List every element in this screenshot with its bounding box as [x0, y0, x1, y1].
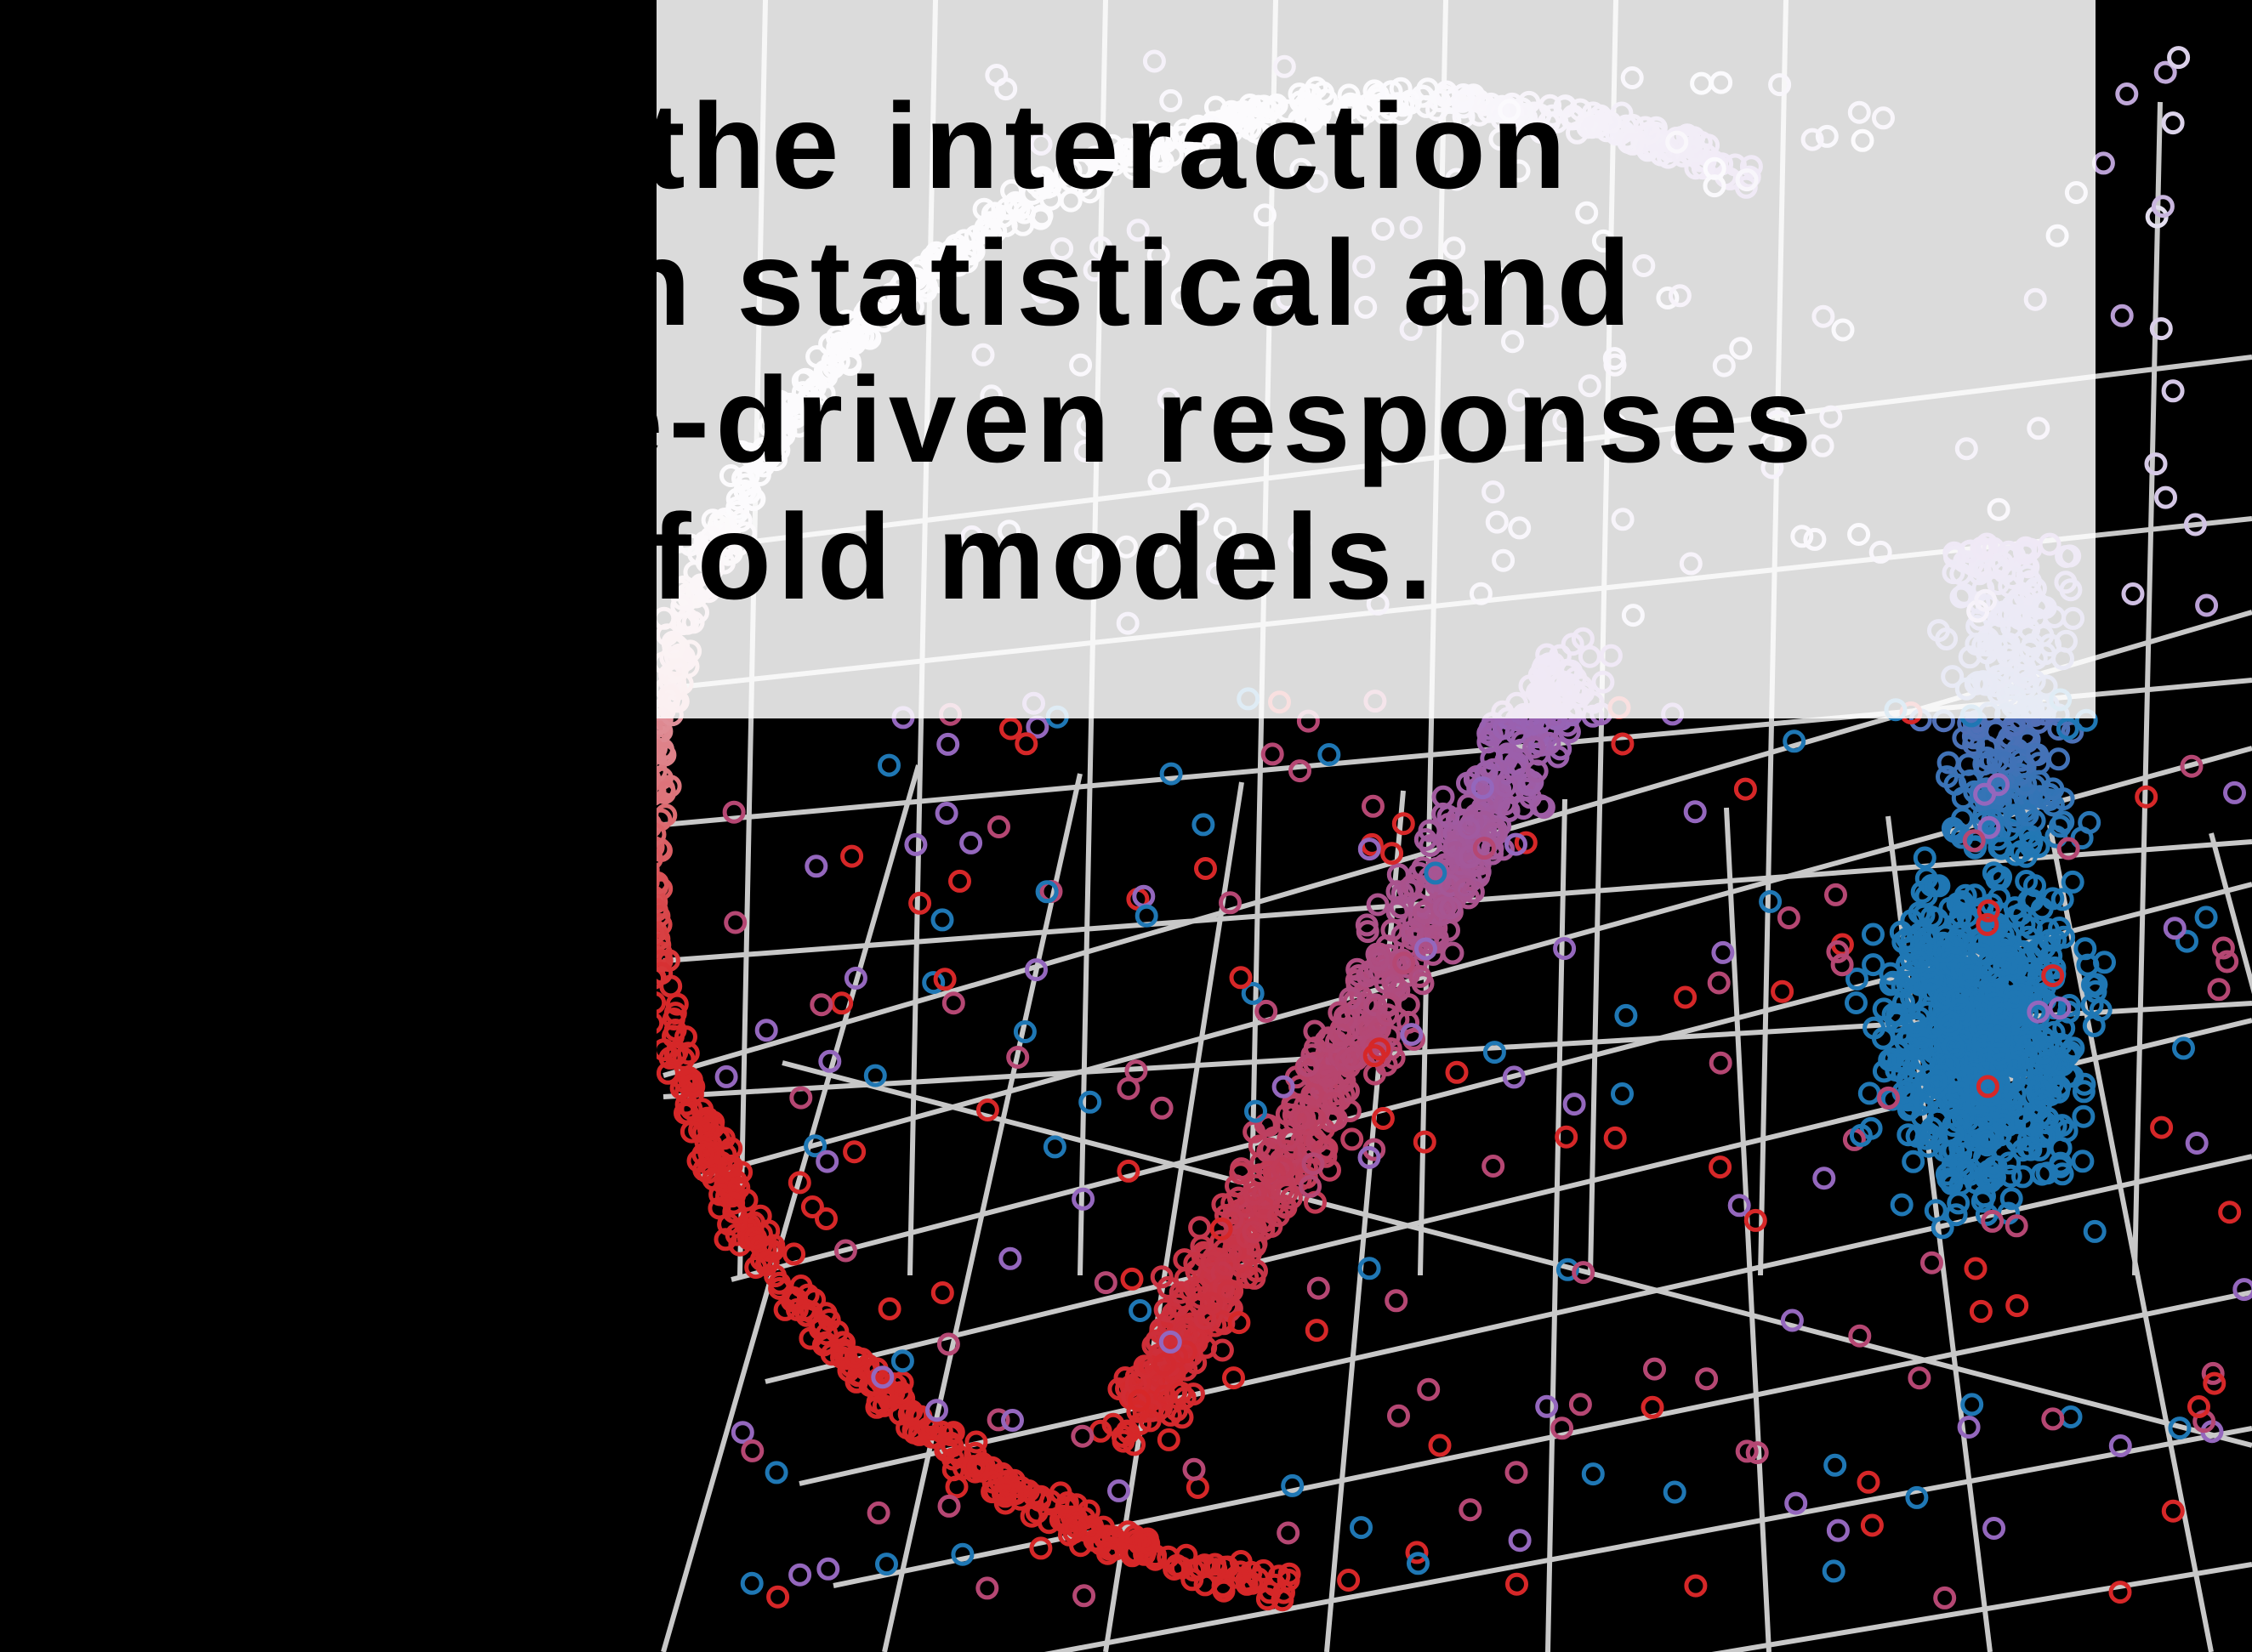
data-point [1971, 1302, 1990, 1320]
data-point [717, 1067, 736, 1086]
data-point [769, 1587, 788, 1606]
data-point [1185, 1460, 1203, 1479]
data-point [1824, 1562, 1843, 1581]
data-point [1963, 1395, 1982, 1414]
data-point [1985, 1519, 2004, 1538]
data-point [944, 994, 963, 1013]
data-point [1773, 982, 1792, 1001]
data-point [767, 1463, 786, 1482]
data-point [1017, 735, 1036, 753]
data-point [819, 1559, 838, 1578]
data-point [1665, 1483, 1684, 1502]
data-point [1860, 1084, 1879, 1103]
data-point [2061, 1408, 2080, 1427]
data-point [1646, 1360, 1664, 1378]
data-point [2221, 1203, 2239, 1222]
data-point [1606, 1128, 1624, 1147]
data-point [1194, 815, 1213, 834]
data-point [1152, 1098, 1171, 1117]
data-point [1307, 1321, 1326, 1340]
data-point [1686, 1576, 1705, 1595]
data-point [1343, 1130, 1362, 1149]
data-point [1430, 1436, 1449, 1455]
data-point [1390, 1406, 1408, 1425]
data-point [880, 1299, 899, 1318]
data-point [1320, 746, 1339, 764]
data-point [1617, 1006, 1635, 1025]
data-point [2008, 1297, 2027, 1315]
data-point [933, 911, 952, 929]
data-point [2044, 1410, 2062, 1428]
data-point [1131, 1302, 1150, 1320]
data-point [807, 857, 826, 876]
data-point [1507, 1463, 1526, 1482]
headline [0, 78, 2252, 724]
data-point [1686, 803, 1704, 821]
data-point [1508, 1575, 1527, 1593]
data-point [869, 1503, 888, 1522]
data-point [2164, 1502, 2182, 1520]
data-point [1191, 1218, 1209, 1237]
data-point [2080, 813, 2099, 832]
data-point [2209, 980, 2228, 999]
data-point [1698, 1370, 1716, 1388]
data-point [1484, 1157, 1503, 1176]
data-point [1257, 1002, 1276, 1020]
data-point [817, 1210, 836, 1229]
data-point [757, 1021, 776, 1040]
grid-line [663, 765, 918, 1652]
grid-line [1548, 799, 1565, 1652]
data-point [939, 735, 958, 753]
data-point [1443, 944, 1462, 962]
data-point [2170, 48, 2188, 67]
data-point [742, 1574, 761, 1592]
data-point [880, 756, 899, 775]
data-point [1419, 1380, 1438, 1399]
data-point [1123, 1269, 1141, 1288]
data-point [2175, 1039, 2193, 1058]
data-point [1859, 1473, 1878, 1491]
data-point [1864, 925, 1883, 944]
data-point [1119, 1079, 1138, 1098]
data-point [1394, 815, 1413, 833]
data-point [1862, 1516, 1881, 1535]
data-point [1949, 1194, 1968, 1212]
headline-line-3: e-driven responses [595, 353, 1818, 488]
data-point [2226, 783, 2244, 802]
data-point [2073, 1152, 2092, 1171]
data-point [2050, 750, 2068, 769]
data-point [845, 1143, 864, 1161]
data-point [878, 1555, 896, 1574]
data-point [1584, 1465, 1602, 1484]
data-point [1073, 1427, 1092, 1445]
data-point [1613, 1085, 1632, 1104]
data-point [1787, 1494, 1806, 1513]
data-point [937, 804, 956, 823]
data-point [1828, 1521, 1847, 1540]
data-point [1339, 1571, 1358, 1590]
data-point [1075, 1587, 1094, 1605]
data-point [1892, 1195, 1911, 1214]
data-point [1847, 994, 1866, 1013]
data-point [2074, 1107, 2093, 1126]
data-point [1779, 909, 1798, 928]
data-point [733, 1423, 752, 1442]
headline-line-1: the interaction [645, 79, 1572, 214]
grid-line [901, 1564, 2252, 1652]
data-point [990, 818, 1009, 837]
data-point [2197, 908, 2215, 927]
data-point [2165, 919, 2184, 938]
data-point [1263, 745, 1282, 764]
headline-line-2: n statistical and [617, 216, 1637, 351]
data-point [1447, 1063, 1466, 1081]
data-point [935, 970, 954, 989]
data-point [1159, 1430, 1178, 1449]
data-point [1966, 1259, 1985, 1278]
data-point [907, 835, 925, 854]
data-point [1045, 1138, 1064, 1156]
data-point [1827, 885, 1845, 904]
data-point [1571, 1395, 1589, 1414]
data-point [726, 913, 745, 932]
data-point [933, 1284, 952, 1303]
data-point [812, 996, 831, 1014]
data-point [2085, 1222, 2104, 1240]
data-point [1711, 1053, 1730, 1072]
data-point [940, 1496, 958, 1515]
data-point [1461, 1501, 1480, 1519]
data-point [818, 1152, 837, 1171]
data-point [1279, 1524, 1298, 1542]
data-point [1904, 1152, 1923, 1171]
data-point [2187, 1134, 2206, 1153]
data-point [1001, 1249, 1020, 1268]
data-point [2152, 1118, 2171, 1137]
data-point [978, 1579, 997, 1598]
data-point [962, 833, 981, 852]
data-point [743, 1441, 762, 1460]
data-point [791, 1565, 810, 1584]
data-point [1387, 1292, 1406, 1310]
data-point [1714, 943, 1732, 962]
data-point [1736, 780, 1754, 798]
data-point [1676, 988, 1695, 1007]
data-point [1711, 1158, 1730, 1177]
data-point [843, 847, 862, 866]
data-point [1231, 968, 1250, 987]
data-point [1815, 1169, 1834, 1188]
data-point [951, 871, 970, 890]
data-point [1197, 860, 1215, 878]
data-point [1188, 1479, 1207, 1497]
data-point [1309, 1279, 1328, 1297]
data-point [1096, 1274, 1115, 1292]
data-point [1510, 1531, 1529, 1550]
data-point [1709, 974, 1728, 992]
data-point [1565, 1095, 1584, 1114]
data-point [1110, 1481, 1129, 1500]
data-point [1826, 1456, 1845, 1474]
headline-line-4: fold models. [651, 490, 1439, 625]
data-point [1923, 1253, 1942, 1272]
data-point [1352, 1519, 1371, 1537]
data-point [2063, 872, 2082, 891]
data-point [785, 1245, 804, 1263]
data-point [1936, 1588, 1954, 1607]
data-point [1364, 797, 1383, 815]
data-point [1910, 1369, 1929, 1388]
data-point [893, 1352, 912, 1371]
